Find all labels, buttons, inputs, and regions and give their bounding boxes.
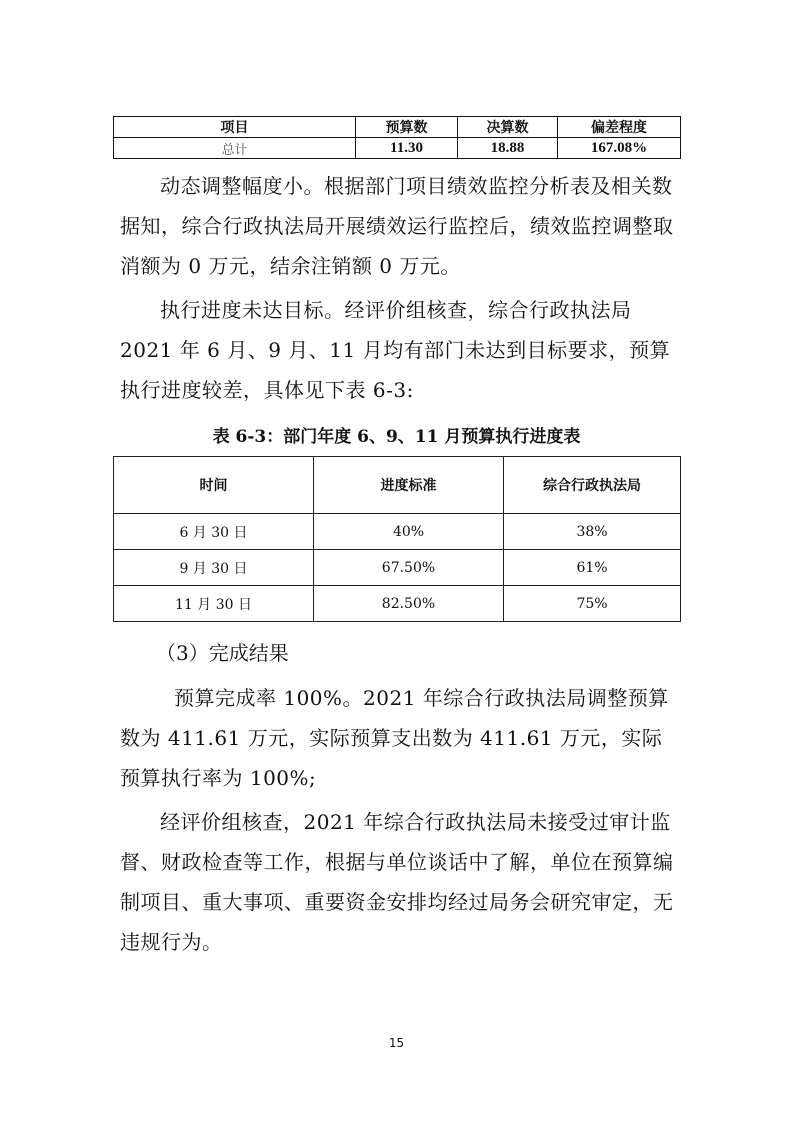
column-header: 预算数 — [356, 117, 458, 138]
time-cell: 9 月 30 日 — [114, 550, 314, 586]
final-value: 18.88 — [458, 138, 558, 159]
paragraph-adjustment: 动态调整幅度小。根据部门项目绩效监控分析表及相关数据知，综合行政执法局开展绩效运行监控后，绩效监控调整取消额为 0 万元，结余注销额 0 万元。 — [120, 174, 674, 278]
bureau-cell: 61% — [504, 550, 681, 586]
table-row — [114, 550, 681, 586]
page-number: 15 — [388, 1036, 405, 1050]
standard-cell: 40% — [314, 514, 504, 550]
column-header: 时间 — [114, 457, 314, 514]
total-label: 总计 — [114, 138, 356, 159]
table-row — [114, 586, 681, 622]
section-heading: （3）完成结果 — [156, 641, 289, 665]
column-header: 综合行政执法局 — [504, 457, 681, 514]
standard-cell: 82.50% — [314, 586, 504, 622]
paragraph-completion-rate: 预算完成率 100%。2021 年综合行政执法局调整预算数为 411.61 万元，实际预算支出数为 411.61 万元，实际预算执行率为 100%; — [120, 686, 669, 790]
table-header-row — [114, 117, 681, 138]
column-header: 进度标准 — [314, 457, 504, 514]
progress-table — [113, 456, 681, 622]
table-header-row — [114, 457, 681, 514]
standard-cell: 67.50% — [314, 550, 504, 586]
column-header: 项目 — [114, 117, 356, 138]
table-caption: 表 6-3：部门年度 6、9、11 月预算执行进度表 — [212, 427, 581, 447]
column-header: 偏差程度 — [558, 117, 681, 138]
bureau-cell: 75% — [504, 586, 681, 622]
deviation-value: 167.08% — [558, 138, 681, 159]
budget-value: 11.30 — [356, 138, 458, 159]
time-cell: 6 月 30 日 — [114, 514, 314, 550]
column-header: 决算数 — [458, 117, 558, 138]
bureau-cell: 38% — [504, 514, 681, 550]
deviation-table — [113, 116, 681, 159]
paragraph-progress: 执行进度未达目标。经评价组核查，综合行政执法局 2021 年 6 月、9 月、11 月均有部门未达到目标要求，预算执行进度较差，具体见下表 6-3: — [120, 298, 671, 402]
time-cell: 11 月 30 日 — [114, 586, 314, 622]
table-row — [114, 138, 681, 159]
table-row — [114, 514, 681, 550]
paragraph-audit: 经评价组核查，2021 年综合行政执法局未接受过审计监督、财政检查等工作，根据与单位谈话中了解，单位在预算编制项目、重大事项、重要资金安排均经过局务会研究审定，无违规行为。 — [120, 810, 674, 954]
